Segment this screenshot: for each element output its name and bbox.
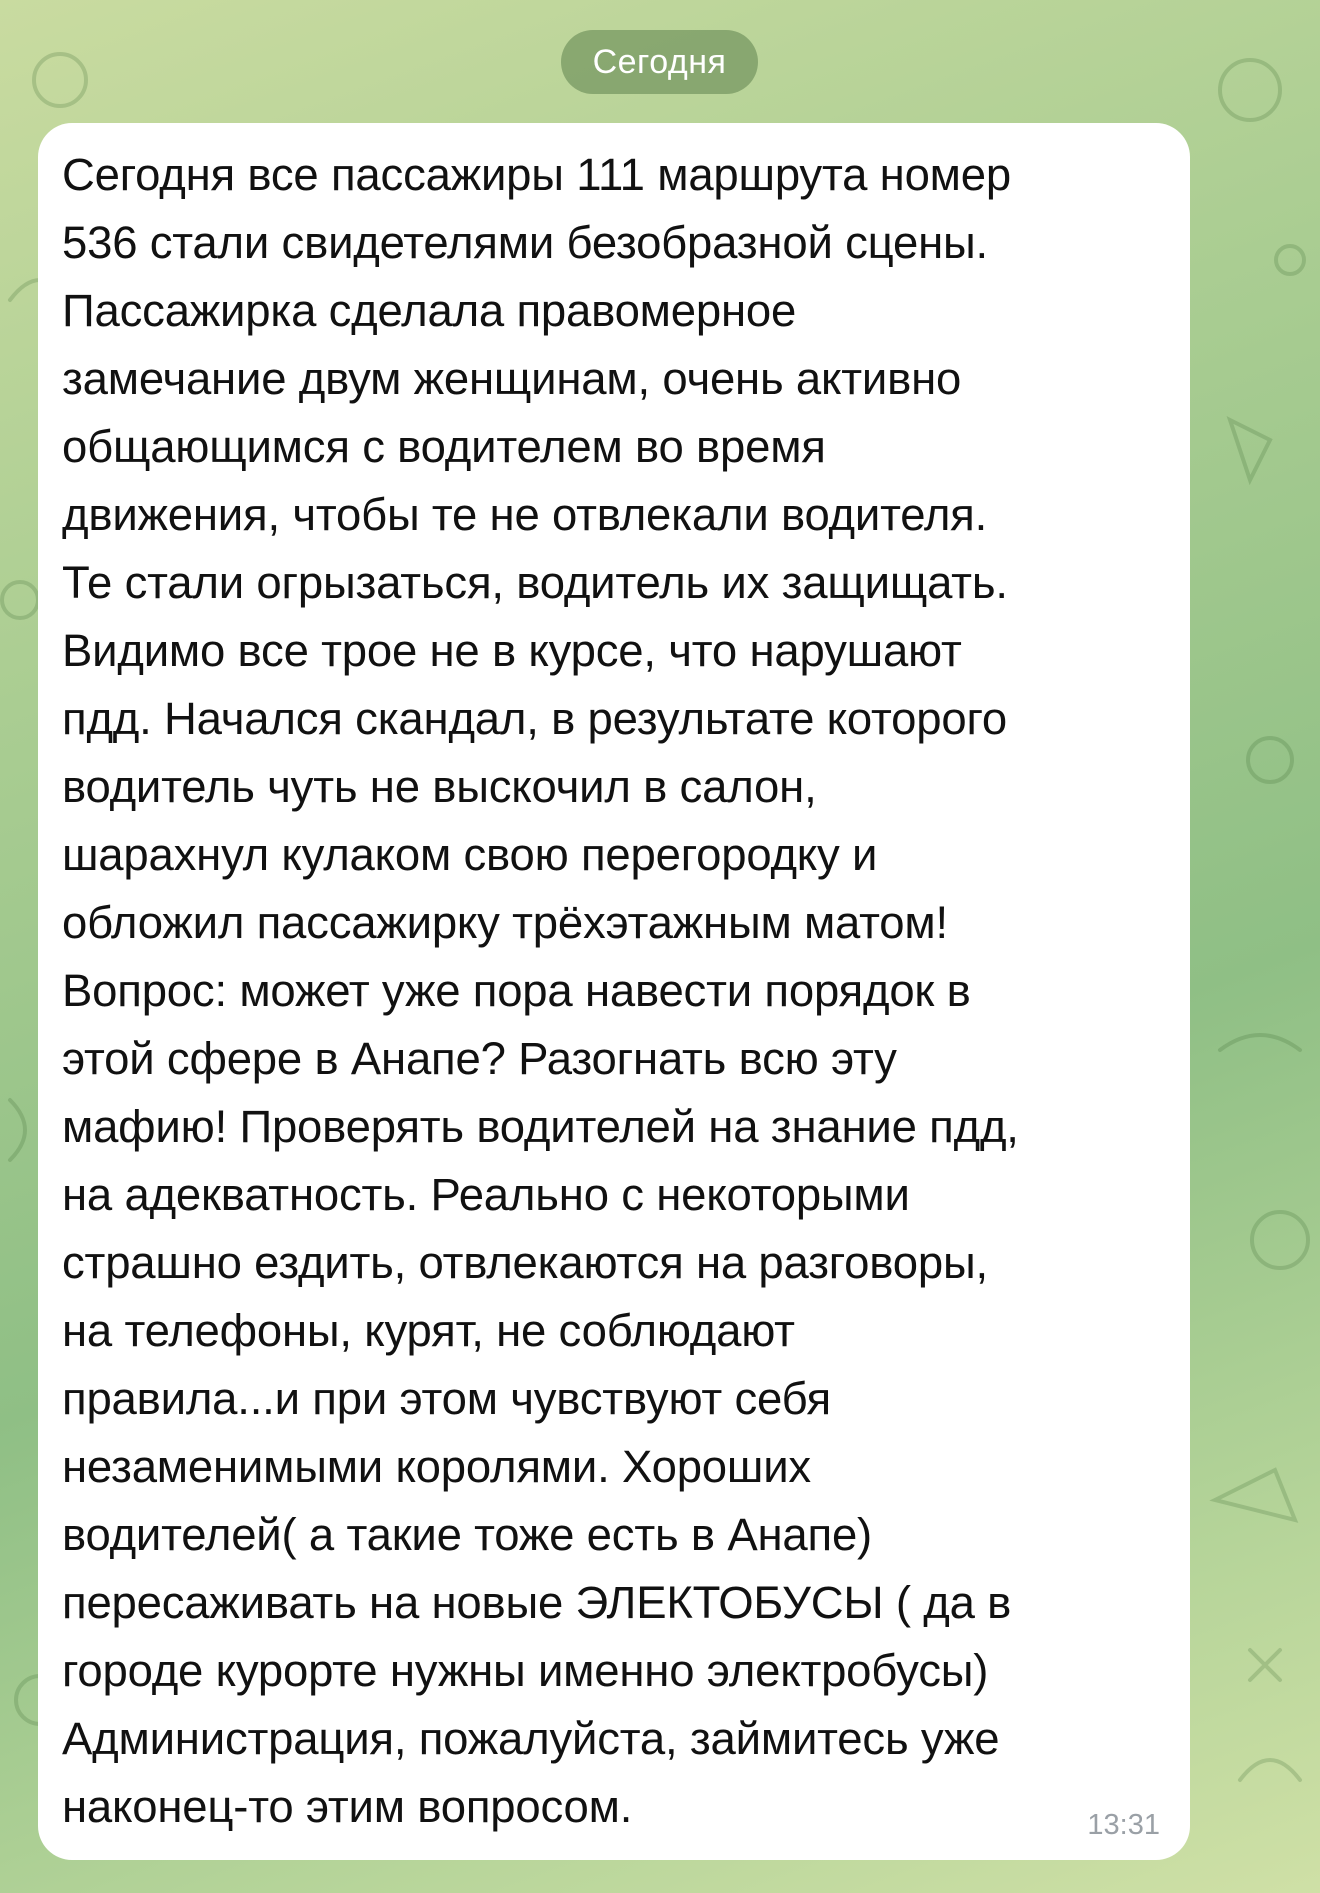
date-separator-chip: Сегодня — [561, 30, 758, 94]
message-timestamp: 13:31 — [1087, 1809, 1160, 1841]
message-bubble[interactable] — [38, 123, 1190, 1860]
message-text: Сегодня все пассажиры 111 маршрута номер 536 стали свидетелями безобразной сцены. Пассажирка сделала правомерное замечание двум женщинам, очень активно общающимся с водителем во время движения, чтобы те не отвлекали водителя. Те стали огрызаться, водитель их защищать. Видимо все трое не в курсе, что нарушают пдд. Начался скандал, в результате которого водитель чуть не выскочил в салон, шарахнул кулаком свою перегородку и обложил пассажирку трёхэтажным матом! Вопрос: может уже пора навести порядок в этой сфере в Анапе? Разогнать всю эту мафию! Проверять водителей на знание пдд, на адекватность. Реально с некоторыми страшно ездить, отвлекаются на разговоры, на телефоны, курят, не соблюдают правила...и при этом чувствуют себя незаменимыми королями. Хороших водителей( а такие тоже есть в Анапе) пересаживать на новые ЭЛЕКТОБУСЫ ( да в городе курорте нужны именно электробусы) Администрация, пожалуйста, займитесь уже наконец-то этим вопросом. — [62, 149, 1019, 1832]
